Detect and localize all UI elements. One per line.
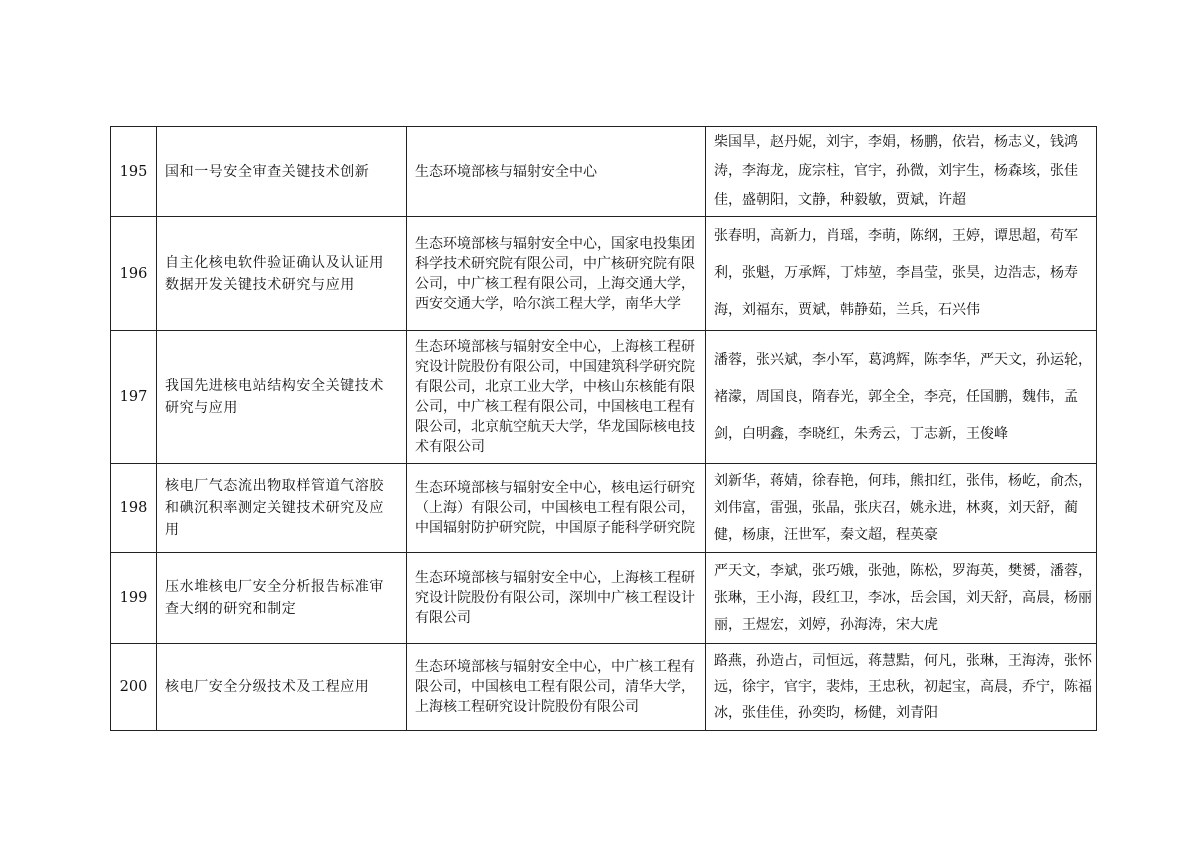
completing-units: 生态环境部核与辐射安全中心，国家电投集团科学技术研究院有限公司，中广核研究院有限公司，中广核工程有限公司，上海交通大学，西安交通大学，哈尔滨工程大学，南华大学 xyxy=(407,217,706,331)
project-name: 自主化核电软件验证确认及认证用数据开发关键技术研究与应用 xyxy=(157,217,407,331)
row-number: 200 xyxy=(111,644,157,731)
completing-people: 路燕，孙造占，司恒远，蒋慧黠，何凡，张琳，王海涛，张怀远，徐宇，官宇，裴炜，王忠秋，初起宝，高晨，乔宁，陈福冰，张佳佳，孙奕昀，杨健，刘青阳 xyxy=(706,644,1097,731)
completing-units: 生态环境部核与辐射安全中心，上海核工程研究设计院股份有限公司，深圳中广核工程设计有限公司 xyxy=(407,553,706,644)
project-name: 压水堆核电厂安全分析报告标准审查大纲的研究和制定 xyxy=(157,553,407,644)
completing-units: 生态环境部核与辐射安全中心，上海核工程研究设计院股份有限公司，中国建筑科学研究院有限公司，北京工业大学，中核山东核能有限公司，中广核工程有限公司，中国核电工程有限公司，北京航空航天大学，华龙国际核电技术有限公司 xyxy=(407,331,706,464)
table-row xyxy=(111,127,1097,217)
row-number: 196 xyxy=(111,217,157,331)
completing-people: 严天文，李斌，张巧娥，张弛，陈松，罗海英，樊赟，潘蓉，张琳，王小海，段红卫，李冰，岳会国，刘天舒，高晨，杨丽丽，王煜宏，刘婷，孙海涛，宋大虎 xyxy=(706,553,1097,644)
completing-people: 柴国旱，赵丹妮，刘宇，李娟，杨鹏，依岩，杨志义，钱鸿涛，李海龙，庞宗柱，官宇，孙微，刘宇生，杨森垓，张佳佳，盛朝阳，文静，种毅敏，贾斌，许超 xyxy=(706,127,1097,217)
completing-units: 生态环境部核与辐射安全中心 xyxy=(407,127,706,217)
completing-people: 张春明，高新力，肖瑶，李萌，陈纲，王婷，谭思超，苟军利，张魁，万承辉，丁炜堃，李昌莹，张昊，边浩志，杨寿海，刘福东，贾斌，韩静茹，兰兵，石兴伟 xyxy=(706,217,1097,331)
project-name: 核电厂安全分级技术及工程应用 xyxy=(157,644,407,731)
row-number: 199 xyxy=(111,553,157,644)
project-name: 核电厂气态流出物取样管道气溶胶和碘沉积率测定关键技术研究及应用 xyxy=(157,464,407,553)
completing-people: 潘蓉，张兴斌，李小军，葛鸿辉，陈李华，严天文，孙运轮，褚濛，周国良，隋春光，郭全全，李亮，任国鹏，魏伟，孟剑，白明鑫，李晓红，朱秀云，丁志新，王俊峰 xyxy=(706,331,1097,464)
completing-units: 生态环境部核与辐射安全中心，中广核工程有限公司，中国核电工程有限公司，清华大学，上海核工程研究设计院股份有限公司 xyxy=(407,644,706,731)
row-number: 195 xyxy=(111,127,157,217)
table-row xyxy=(111,644,1097,731)
project-name: 我国先进核电站结构安全关键技术研究与应用 xyxy=(157,331,407,464)
table-row xyxy=(111,464,1097,553)
table-row xyxy=(111,331,1097,464)
completing-units: 生态环境部核与辐射安全中心，核电运行研究（上海）有限公司，中国核电工程有限公司，中国辐射防护研究院，中国原子能科学研究院 xyxy=(407,464,706,553)
table-row xyxy=(111,553,1097,644)
awards-table xyxy=(110,126,1097,731)
row-number: 197 xyxy=(111,331,157,464)
row-number: 198 xyxy=(111,464,157,553)
project-name: 国和一号安全审查关键技术创新 xyxy=(157,127,407,217)
completing-people: 刘新华，蒋婧，徐春艳，何玮，熊扣红，张伟，杨屹，俞杰，刘伟富，雷强，张晶，张庆召，姚永进，林爽，刘天舒，蔺健，杨康，汪世军，秦文超，程英豪 xyxy=(706,464,1097,553)
table-row xyxy=(111,217,1097,331)
